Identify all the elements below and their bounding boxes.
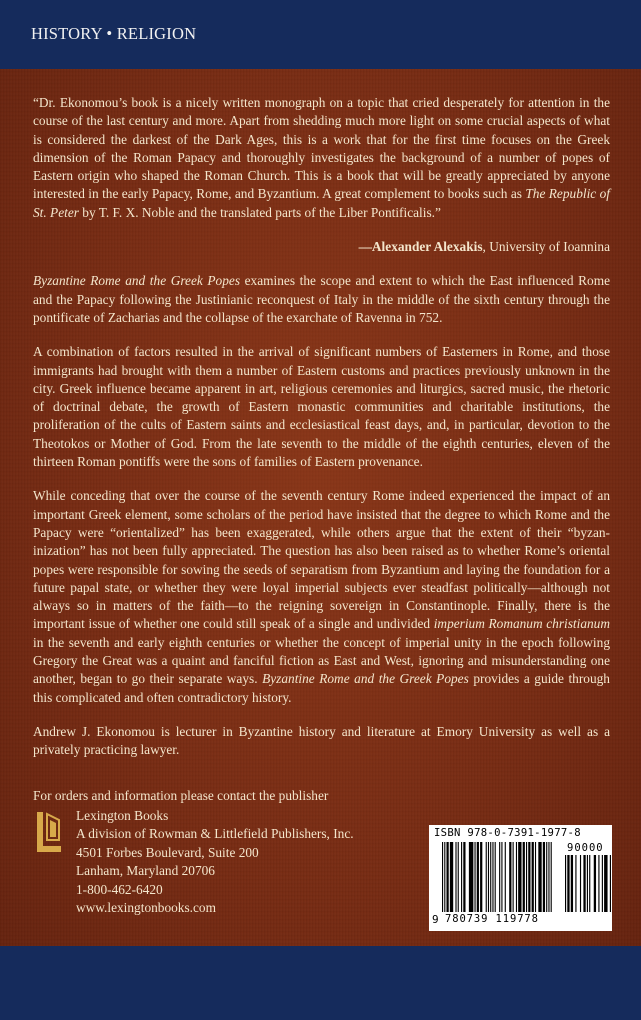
barcode-bar [589, 855, 590, 912]
barcode-bar [610, 855, 611, 912]
barcode-bar [543, 842, 545, 912]
header-band [0, 0, 641, 69]
barcode-bar [602, 855, 603, 912]
barcode-bar [486, 842, 487, 912]
barcode-bar [548, 842, 549, 912]
isbn-text: ISBN 978-0-7391-1977-8 [434, 827, 581, 839]
ean-first-digit: 9 [432, 913, 439, 926]
publisher-division: A division of Rowman & Littlefield Publishers, Inc. [76, 826, 354, 841]
price-code: 90000 [567, 842, 604, 854]
description-paragraph-2: A combination of factors resulted in the arrival of significant numbers of Easterners in Rome, and those immigrants had brought with them a number of Eastern customs and practices previously unknown in the city. Greek influence became apparent in art, religious ceremonies and liturgics, sacred music, the rhetoric of doctrinal debate, the growth of Eastern monastic communities and charitable institutions, the proliferation of the cults of Eastern saints and ecclesiastical feast days, and, in particular, devotion to the Theotokos or Mother of God. From the late seventh to the middle of the eighth centuries, eleven of the thirteen Roman pontiffs were the sons of families of Eastern provenance. [33, 344, 610, 470]
barcode-bar [516, 842, 517, 912]
endorser-name: —Alexander Alexakis [358, 239, 483, 255]
barcode-bar [499, 842, 500, 912]
barcode-bar [469, 842, 473, 912]
barcode-bar [490, 842, 491, 912]
barcode-bar [575, 855, 576, 912]
barcode-bar [528, 842, 530, 912]
isbn-barcode [429, 825, 612, 931]
barcode-bar [546, 842, 547, 912]
barcode-bar [446, 842, 448, 912]
lexington-books-logo-icon [33, 810, 65, 856]
barcode-bar [532, 842, 534, 912]
barcode-bar [455, 842, 456, 912]
cover-text [33, 94, 610, 776]
barcode-bar [450, 842, 453, 912]
barcode-bar [523, 842, 525, 912]
publisher-info [33, 787, 413, 918]
barcode-bar [461, 842, 462, 912]
book-title-italic: Byzantine Rome and the Greek Popes [33, 273, 241, 289]
barcode-bar [526, 842, 527, 912]
barcode-bar [458, 842, 459, 912]
category-label: HISTORY • RELIGION [31, 24, 197, 43]
endorser-affiliation: , University of Ioannina [482, 239, 610, 255]
barcode-bar [505, 842, 506, 912]
description-paragraph-3: While conceding that over the course of the seventh century Rome indeed experienced the impact of an important Greek element, some scholars of the period have insisted that the degree to which Rome and the Papacy were “orientalized” has been exaggerated, while others argue that the extent of their “byzaninization” has not been fully appreciated. The question has also been raised as to whether Rome’s oriental popes were responsible for sowing the seeds of separatism from Byzantium and laying the foundation for a future papal state, or whether they were loyal imperial subjects ever steadfast politically—although not always so in matters of the faith—to the reigning sovereign in Constantinople. Finally, there is the important issue of whether one could still speak of a single and undivided imperium Romanum christianum in the seventh and early eighth centuries or whether the concept of imperial unity in the epoch following Gregory the Great was a quaint and fanciful fiction as East and West, ignoring and misunderstanding one another, began to go their separate ways. Byzantine Rome and the Greek Popes provides a guide through this complicated and often contradictory history. [33, 488, 610, 705]
author-bio: Andrew J. Ekonomou is lecturer in Byzantine history and literature at Emory University as well as a privately practicing lawyer. [33, 723, 610, 758]
quote-book-title: The Republic of St. Peter [33, 186, 610, 220]
barcode-bar [538, 842, 541, 912]
barcode-bar [604, 855, 607, 912]
barcode-bar [474, 842, 475, 912]
barcode-bar [598, 855, 599, 912]
barcode-bar [501, 842, 502, 912]
ean-digits: 780739 119778 [445, 913, 539, 925]
publisher-name: Lexington Books [76, 807, 169, 823]
barcode-bar [477, 842, 479, 912]
barcode-bar [583, 855, 585, 912]
barcode-bar [442, 842, 443, 912]
publisher-intro: For orders and information please contact the publisher [33, 788, 329, 803]
barcode-bar [480, 842, 482, 912]
publisher-address-2: Lanham, Maryland 20706 [76, 863, 215, 878]
publisher-website[interactable]: www.lexingtonbooks.com [76, 900, 216, 915]
barcode-bar [587, 855, 588, 912]
endorsement-quote: “Dr. Ekonomou’s book is a nicely written monograph on a topic that cried desperately for attention in the course of the last century and more. Apart from shedding much more light on some crucial aspects of what is considered the darkest of the Dark Ages, this is a work that for the first time focuses on the Greek dimension of the Roman Papacy and thoroughly investigates the background of a number of popes of Eastern origin who shaped the Roman Church. This is a book that will be greatly appreciated by anyone interested in the early Papacy, Rome, and Byzantium. A great complement to books such as The Republic of St. Peter by T. F. X. Noble and the translated parts of the Liber Pontificalis.” [33, 95, 610, 220]
barcode-bar [444, 842, 445, 912]
barcode-bar [513, 842, 514, 912]
barcode-bar [463, 842, 465, 912]
barcode-bar [571, 855, 573, 912]
barcode-bar [495, 842, 496, 912]
barcode-bar [535, 842, 536, 912]
barcode-bar [518, 842, 521, 912]
barcode-bar [594, 855, 596, 912]
barcode-bar [567, 855, 569, 912]
barcode-bar [580, 855, 581, 912]
barcode-bar [565, 855, 566, 912]
barcode-bar [488, 842, 489, 912]
barcode-bar [551, 842, 552, 912]
barcode-bar [492, 842, 493, 912]
publisher-address-1: 4501 Forbes Boulevard, Suite 200 [76, 844, 259, 860]
barcode-bar [509, 842, 511, 912]
publisher-phone: 1-800-462-6420 [76, 881, 163, 897]
endorsement-attribution [33, 238, 610, 256]
description-paragraph-1: Byzantine Rome and the Greek Popes examines the scope and extent to which the East influenced Rome and the Papacy following the Justinianic reconquest of Italy in the middle of the sixth century through the pontificate of Zacharias and the collapse of the exarchate of Ravenna in 752. [33, 273, 611, 325]
footer-band [0, 946, 641, 1020]
